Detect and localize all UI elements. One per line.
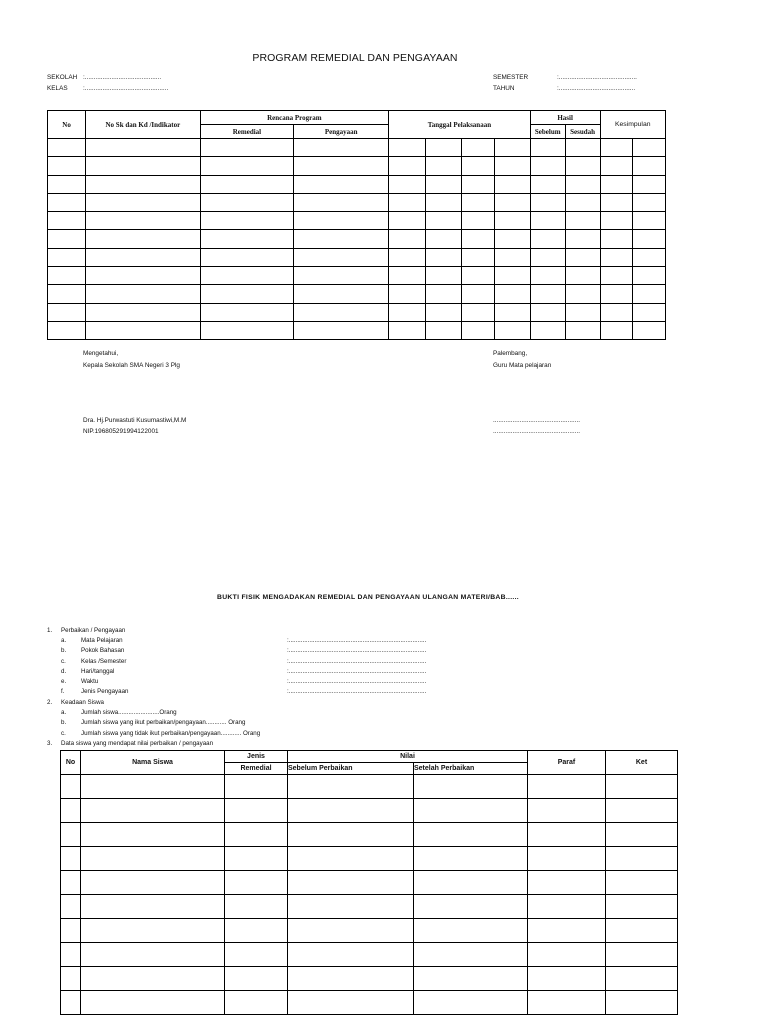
table-cell bbox=[81, 967, 225, 991]
header-sk-kd: No Sk dan Kd /Indikator bbox=[86, 111, 200, 139]
header-sebelum: Sebelum bbox=[530, 125, 565, 139]
table-cell bbox=[61, 967, 81, 991]
table-cell bbox=[633, 193, 666, 211]
table-cell bbox=[565, 321, 600, 339]
table-cell bbox=[414, 799, 528, 823]
header-nilai: Nilai bbox=[288, 751, 528, 763]
fill-line-mata: :................................................................................ bbox=[287, 637, 427, 644]
table-cell bbox=[81, 775, 225, 799]
table-cell bbox=[86, 175, 200, 193]
list-letter-a2: a. bbox=[61, 709, 67, 716]
table-cell bbox=[294, 212, 389, 230]
table-cell bbox=[528, 823, 606, 847]
table-cell bbox=[426, 303, 462, 321]
table-cell bbox=[86, 230, 200, 248]
table-cell bbox=[600, 303, 633, 321]
table-cell bbox=[606, 943, 678, 967]
table-cell bbox=[565, 303, 600, 321]
list-number-2: 2. bbox=[47, 699, 53, 706]
table-cell bbox=[225, 919, 288, 943]
table-row bbox=[61, 847, 678, 871]
table-cell bbox=[600, 230, 633, 248]
table-cell bbox=[600, 212, 633, 230]
table-cell bbox=[633, 248, 666, 266]
table-cell bbox=[426, 175, 462, 193]
table-cell bbox=[200, 193, 294, 211]
table-cell bbox=[426, 248, 462, 266]
table-cell bbox=[294, 285, 389, 303]
table-cell bbox=[200, 267, 294, 285]
table-cell bbox=[633, 285, 666, 303]
section-title-bukti-fisik: BUKTI FISIK MENGADAKAN REMEDIAL DAN PENGAYAAN ULANGAN MATERI/BAB...... bbox=[217, 594, 519, 601]
table-cell bbox=[288, 943, 414, 967]
table-cell bbox=[288, 775, 414, 799]
table-cell bbox=[414, 919, 528, 943]
table-cell bbox=[48, 212, 86, 230]
table-cell bbox=[200, 321, 294, 339]
table-cell bbox=[565, 157, 600, 175]
table-cell bbox=[633, 175, 666, 193]
list-item-kelas-semester: Kelas /Semester bbox=[81, 658, 127, 665]
table-cell bbox=[462, 157, 495, 175]
list-number-1: 1. bbox=[47, 627, 53, 634]
table-cell bbox=[86, 303, 200, 321]
table-cell bbox=[600, 248, 633, 266]
table-cell bbox=[633, 212, 666, 230]
table-cell bbox=[426, 285, 462, 303]
header-remedial-2: Remedial bbox=[225, 763, 288, 775]
table-cell bbox=[61, 799, 81, 823]
list-item-keadaan-siswa: Keadaan Siswa bbox=[61, 699, 104, 706]
table-cell bbox=[414, 871, 528, 895]
list-item-jenis-pengayaan: Jenis Pengayaan bbox=[81, 688, 129, 695]
table-cell bbox=[528, 775, 606, 799]
table-cell bbox=[606, 823, 678, 847]
table-cell bbox=[81, 919, 225, 943]
table-cell bbox=[600, 139, 633, 157]
table-cell bbox=[565, 212, 600, 230]
sekolah-label: SEKOLAH bbox=[47, 74, 78, 81]
table-cell bbox=[294, 175, 389, 193]
table-cell bbox=[426, 212, 462, 230]
table-cell bbox=[462, 285, 495, 303]
table-row bbox=[61, 943, 678, 967]
table-cell bbox=[48, 321, 86, 339]
table-cell bbox=[462, 139, 495, 157]
table-cell bbox=[414, 823, 528, 847]
table-cell bbox=[494, 248, 530, 266]
table-cell bbox=[530, 230, 565, 248]
table-cell bbox=[86, 212, 200, 230]
table-cell bbox=[86, 193, 200, 211]
table-cell bbox=[389, 193, 426, 211]
table-row bbox=[48, 267, 666, 285]
table-cell bbox=[86, 157, 200, 175]
table-cell bbox=[462, 248, 495, 266]
table-cell bbox=[633, 139, 666, 157]
table-cell bbox=[462, 175, 495, 193]
header-rencana-program: Rencana Program bbox=[200, 111, 389, 125]
table-cell bbox=[606, 895, 678, 919]
header-kesimpulan: Kesimpulan bbox=[600, 111, 666, 139]
table-cell bbox=[528, 895, 606, 919]
table-cell bbox=[494, 139, 530, 157]
table-row bbox=[48, 230, 666, 248]
table-cell bbox=[294, 139, 389, 157]
kelas-label: KELAS bbox=[47, 85, 68, 92]
list-item-jumlah-tidak-ikut: Jumlah siswa yang tidak ikut perbaikan/pengayaan............ Orang bbox=[81, 730, 261, 737]
table-cell bbox=[565, 248, 600, 266]
table-cell bbox=[426, 321, 462, 339]
table-cell bbox=[494, 157, 530, 175]
table-row bbox=[48, 175, 666, 193]
header-hasil: Hasil bbox=[530, 111, 600, 125]
table-cell bbox=[225, 775, 288, 799]
list-number-3: 3. bbox=[47, 740, 53, 747]
guru-nip-dots: ................................................. bbox=[493, 428, 581, 435]
fill-line-pokok: :................................................................................ bbox=[287, 647, 427, 654]
city-text: Palembang, bbox=[493, 350, 528, 357]
table-cell bbox=[606, 871, 678, 895]
guru-name-dots: ................................................. bbox=[493, 417, 581, 424]
list-letter-c2: c. bbox=[61, 730, 66, 737]
table-cell bbox=[633, 267, 666, 285]
table-cell bbox=[462, 303, 495, 321]
table-cell bbox=[494, 321, 530, 339]
table-cell bbox=[48, 139, 86, 157]
sekolah-dots: :........................................... bbox=[83, 74, 162, 81]
list-item-hari-tanggal: Hari/tanggal bbox=[81, 668, 115, 675]
table-cell bbox=[225, 847, 288, 871]
table-cell bbox=[294, 321, 389, 339]
table-cell bbox=[389, 139, 426, 157]
table-cell bbox=[633, 303, 666, 321]
table-cell bbox=[48, 157, 86, 175]
table-cell bbox=[81, 895, 225, 919]
table-cell bbox=[48, 248, 86, 266]
table-cell bbox=[600, 321, 633, 339]
table-row bbox=[61, 991, 678, 1015]
header-sebelum-perbaikan: Sebelum Perbaikan bbox=[288, 763, 414, 775]
table-cell bbox=[288, 895, 414, 919]
table-cell bbox=[225, 943, 288, 967]
table-cell bbox=[389, 267, 426, 285]
table-cell bbox=[600, 175, 633, 193]
tahun-dots: :........................................... bbox=[557, 85, 636, 92]
table-cell bbox=[225, 967, 288, 991]
table-cell bbox=[600, 193, 633, 211]
table-cell bbox=[494, 285, 530, 303]
table-cell bbox=[606, 847, 678, 871]
kepala-sekolah-text: Kepala Sekolah SMA Negeri 3 Plg bbox=[83, 362, 180, 369]
table-cell bbox=[600, 285, 633, 303]
signatory-name: Dra. Hj.Purwastuti Kusumastiwi,M.M bbox=[83, 417, 187, 424]
table-cell bbox=[494, 303, 530, 321]
table-cell bbox=[565, 230, 600, 248]
kelas-dots: :............................................... bbox=[83, 85, 169, 92]
table-cell bbox=[414, 775, 528, 799]
table-cell bbox=[86, 285, 200, 303]
header-paraf: Paraf bbox=[528, 751, 606, 775]
table-cell bbox=[288, 847, 414, 871]
header-pengayaan: Pengayaan bbox=[294, 125, 389, 139]
table-cell bbox=[48, 285, 86, 303]
list-item-mata-pelajaran: Mata Pelajaran bbox=[81, 637, 123, 644]
table-cell bbox=[61, 943, 81, 967]
table-cell bbox=[530, 285, 565, 303]
table-cell bbox=[528, 967, 606, 991]
table-cell bbox=[494, 193, 530, 211]
table-cell bbox=[200, 285, 294, 303]
table-cell bbox=[600, 157, 633, 175]
table-cell bbox=[288, 991, 414, 1015]
table-cell bbox=[200, 212, 294, 230]
table-cell bbox=[426, 230, 462, 248]
table-cell bbox=[288, 919, 414, 943]
table-cell bbox=[225, 871, 288, 895]
table-cell bbox=[528, 919, 606, 943]
table-cell bbox=[633, 321, 666, 339]
table-cell bbox=[426, 139, 462, 157]
list-letter-c: c. bbox=[61, 658, 66, 665]
header-no-2: No bbox=[61, 751, 81, 775]
table-cell bbox=[86, 139, 200, 157]
table-cell bbox=[414, 847, 528, 871]
header-jenis: Jenis bbox=[225, 751, 288, 763]
table-cell bbox=[61, 823, 81, 847]
student-score-table bbox=[60, 750, 678, 1015]
table-cell bbox=[462, 230, 495, 248]
table-cell bbox=[61, 895, 81, 919]
header-nama-siswa: Nama Siswa bbox=[81, 751, 225, 775]
header-ket: Ket bbox=[606, 751, 678, 775]
table-cell bbox=[81, 823, 225, 847]
semester-label: SEMESTER bbox=[493, 74, 529, 81]
table-cell bbox=[530, 303, 565, 321]
fill-line-jenis: :................................................................................ bbox=[287, 688, 427, 695]
list-item-perbaikan: Perbaikan / Pengayaan bbox=[61, 627, 126, 634]
table-row bbox=[48, 212, 666, 230]
table-cell bbox=[389, 303, 426, 321]
table-cell bbox=[294, 267, 389, 285]
table-cell bbox=[48, 175, 86, 193]
table-cell bbox=[288, 967, 414, 991]
table-cell bbox=[81, 871, 225, 895]
table-cell bbox=[389, 157, 426, 175]
table-cell bbox=[565, 139, 600, 157]
table-cell bbox=[606, 919, 678, 943]
table-row bbox=[61, 823, 678, 847]
table-row bbox=[61, 799, 678, 823]
table-cell bbox=[61, 991, 81, 1015]
table-cell bbox=[462, 193, 495, 211]
table-cell bbox=[565, 193, 600, 211]
header-no: No bbox=[48, 111, 86, 139]
table-cell bbox=[494, 175, 530, 193]
table-cell bbox=[61, 847, 81, 871]
table-cell bbox=[86, 321, 200, 339]
table-cell bbox=[48, 303, 86, 321]
table-cell bbox=[288, 799, 414, 823]
table-cell bbox=[225, 799, 288, 823]
table-cell bbox=[225, 991, 288, 1015]
table-cell bbox=[606, 991, 678, 1015]
list-letter-b2: b. bbox=[61, 719, 67, 726]
list-item-jumlah-siswa: Jumlah siswa........................Orang bbox=[81, 709, 177, 716]
table-cell bbox=[530, 267, 565, 285]
table-cell bbox=[530, 139, 565, 157]
table-row bbox=[48, 248, 666, 266]
list-item-waktu: Waktu bbox=[81, 678, 99, 685]
fill-line-kelas: :................................................................................ bbox=[287, 658, 427, 665]
table-row bbox=[48, 285, 666, 303]
table-cell bbox=[606, 967, 678, 991]
table-row bbox=[48, 321, 666, 339]
table-cell bbox=[565, 285, 600, 303]
header-tanggal-pelaksanaan: Tanggal Pelaksanaan bbox=[389, 111, 531, 139]
table-cell bbox=[528, 943, 606, 967]
fill-line-waktu: :................................................................................ bbox=[287, 678, 427, 685]
header-remedial: Remedial bbox=[200, 125, 294, 139]
list-item-pokok-bahasan: Pokok Bahasan bbox=[81, 647, 125, 654]
table-cell bbox=[530, 321, 565, 339]
table-cell bbox=[86, 267, 200, 285]
table-cell bbox=[462, 321, 495, 339]
table-cell bbox=[565, 267, 600, 285]
signatory-nip: NIP.196805291994122001 bbox=[83, 428, 159, 435]
table-cell bbox=[389, 230, 426, 248]
list-letter-f: f. bbox=[61, 688, 65, 695]
table-cell bbox=[606, 799, 678, 823]
table-cell bbox=[414, 991, 528, 1015]
tahun-label: TAHUN bbox=[493, 85, 515, 92]
header-setelah-perbaikan: Setelah Perbaikan bbox=[414, 763, 528, 775]
table-cell bbox=[606, 775, 678, 799]
table-cell bbox=[530, 212, 565, 230]
guru-text: Guru Mata pelajaran bbox=[493, 362, 552, 369]
table-cell bbox=[389, 175, 426, 193]
table-cell bbox=[48, 230, 86, 248]
mengetahui-text: Mengetahui, bbox=[83, 350, 119, 357]
table-cell bbox=[389, 285, 426, 303]
table-row bbox=[61, 895, 678, 919]
table-cell bbox=[389, 212, 426, 230]
table-cell bbox=[61, 919, 81, 943]
list-letter-a: a. bbox=[61, 637, 67, 644]
table-cell bbox=[61, 775, 81, 799]
table-cell bbox=[494, 230, 530, 248]
table-row bbox=[48, 303, 666, 321]
table-cell bbox=[200, 230, 294, 248]
table-cell bbox=[294, 230, 389, 248]
table-cell bbox=[200, 139, 294, 157]
list-letter-b: b. bbox=[61, 647, 67, 654]
table-row bbox=[61, 871, 678, 895]
table-cell bbox=[633, 230, 666, 248]
table-cell bbox=[528, 991, 606, 1015]
table-cell bbox=[494, 212, 530, 230]
table-cell bbox=[81, 799, 225, 823]
table-cell bbox=[414, 967, 528, 991]
table-cell bbox=[528, 871, 606, 895]
table-cell bbox=[426, 157, 462, 175]
table-cell bbox=[530, 175, 565, 193]
table-cell bbox=[494, 267, 530, 285]
fill-line-hari: :................................................................................ bbox=[287, 668, 427, 675]
remedial-program-table bbox=[47, 110, 666, 340]
table-cell bbox=[200, 248, 294, 266]
table-cell bbox=[600, 267, 633, 285]
table-row bbox=[61, 919, 678, 943]
list-letter-e: e. bbox=[61, 678, 67, 685]
table-cell bbox=[200, 157, 294, 175]
table-cell bbox=[48, 193, 86, 211]
list-item-jumlah-ikut: Jumlah siswa yang ikut perbaikan/pengayaan............ Orang bbox=[81, 719, 246, 726]
table-cell bbox=[565, 175, 600, 193]
table-cell bbox=[288, 871, 414, 895]
table-row bbox=[61, 967, 678, 991]
table-cell bbox=[426, 267, 462, 285]
table-row bbox=[48, 157, 666, 175]
table-cell bbox=[414, 943, 528, 967]
table-cell bbox=[530, 157, 565, 175]
table-cell bbox=[294, 157, 389, 175]
table-cell bbox=[294, 193, 389, 211]
table-cell bbox=[200, 175, 294, 193]
table-cell bbox=[528, 799, 606, 823]
table-row bbox=[48, 193, 666, 211]
table-cell bbox=[86, 248, 200, 266]
semester-dots: :............................................ bbox=[557, 74, 637, 81]
table-cell bbox=[414, 895, 528, 919]
table-cell bbox=[462, 267, 495, 285]
document-title: PROGRAM REMEDIAL DAN PENGAYAAN bbox=[252, 52, 458, 64]
table-cell bbox=[389, 248, 426, 266]
table-cell bbox=[294, 248, 389, 266]
table-cell bbox=[389, 321, 426, 339]
table-cell bbox=[633, 157, 666, 175]
table-cell bbox=[294, 303, 389, 321]
table-cell bbox=[81, 943, 225, 967]
table-cell bbox=[200, 303, 294, 321]
table-cell bbox=[288, 823, 414, 847]
table-cell bbox=[81, 847, 225, 871]
table-cell bbox=[61, 871, 81, 895]
table-cell bbox=[426, 193, 462, 211]
table-cell bbox=[225, 895, 288, 919]
list-item-data-siswa: Data siswa yang mendapat nilai perbaikan / pengayaan bbox=[61, 740, 214, 747]
header-sesudah: Sesudah bbox=[565, 125, 600, 139]
table-cell bbox=[528, 847, 606, 871]
table-row bbox=[61, 775, 678, 799]
table-cell bbox=[530, 248, 565, 266]
list-letter-d: d. bbox=[61, 668, 67, 675]
table-cell bbox=[530, 193, 565, 211]
table-cell bbox=[462, 212, 495, 230]
table-cell bbox=[225, 823, 288, 847]
table-row bbox=[48, 139, 666, 157]
table-cell bbox=[48, 267, 86, 285]
table-cell bbox=[81, 991, 225, 1015]
